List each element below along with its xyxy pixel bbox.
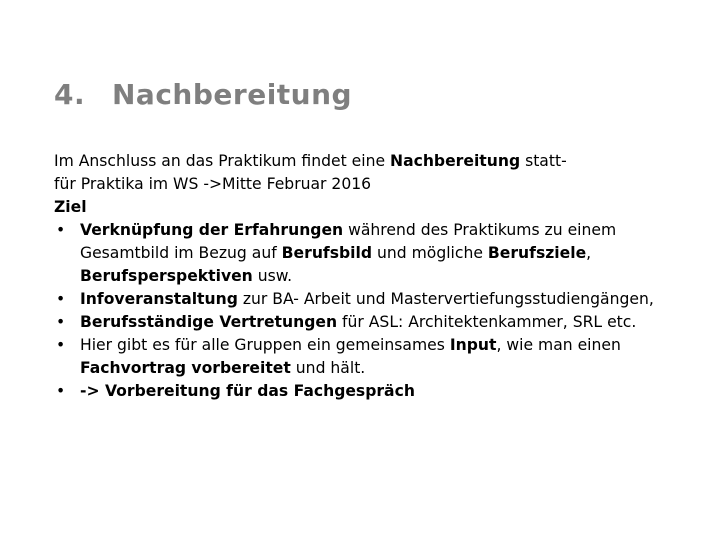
bullet-icon: • [56, 290, 66, 308]
item-text: und mögliche [372, 244, 488, 262]
bold-term: -> Vorbereitung für das Fachgespräch [80, 382, 415, 400]
bullet-icon: • [56, 336, 66, 354]
list-item [54, 380, 674, 403]
bold-term: Berufsbild [281, 244, 373, 262]
item-text: , [586, 244, 592, 262]
intro-bold-term: Nachbereitung [390, 152, 521, 170]
slide-title [54, 78, 352, 111]
list-item [54, 219, 674, 288]
list-item [54, 311, 674, 334]
item-text: Hier gibt es für alle Gruppen ein gemeinsames [80, 336, 450, 354]
item-text: für ASL: Architektenkammer, SRL etc. [337, 313, 637, 331]
bold-term: Berufsperspektiven [80, 267, 253, 285]
item-text: während des Praktikums zu einem Gesamtbild im Bezug auf [80, 221, 617, 262]
bold-term: Input [449, 336, 497, 354]
bold-term: Berufsziele [487, 244, 587, 262]
item-text: zur BA- Arbeit und Mastervertiefungsstudiengängen, [237, 290, 654, 308]
slide-number: 4. [54, 78, 86, 111]
item-text: usw. [252, 267, 293, 285]
slide-body [54, 150, 674, 403]
ziel-heading: Ziel [54, 198, 87, 216]
goal-list [54, 219, 674, 403]
item-text: , wie man einen [496, 336, 621, 354]
bold-term: Fachvortrag vorbereitet [80, 359, 291, 377]
bullet-icon: • [56, 313, 66, 331]
bold-term: Infoveranstaltung [80, 290, 238, 308]
intro-text: statt- [520, 152, 567, 170]
intro-text: Im Anschluss an das Praktikum findet eine [54, 152, 391, 170]
bold-term: Berufsständige Vertretungen [80, 313, 338, 331]
intro-paragraph [54, 150, 674, 196]
list-item [54, 334, 674, 380]
bullet-icon: • [56, 382, 66, 400]
slide-title-text: Nachbereitung [112, 78, 353, 111]
list-item [54, 288, 674, 311]
item-text: und hält. [290, 359, 366, 377]
bold-term: Verknüpfung der Erfahrungen [80, 221, 344, 239]
bullet-icon: • [56, 221, 66, 239]
intro-text: für Praktika im WS ->Mitte Februar 2016 [54, 175, 372, 193]
